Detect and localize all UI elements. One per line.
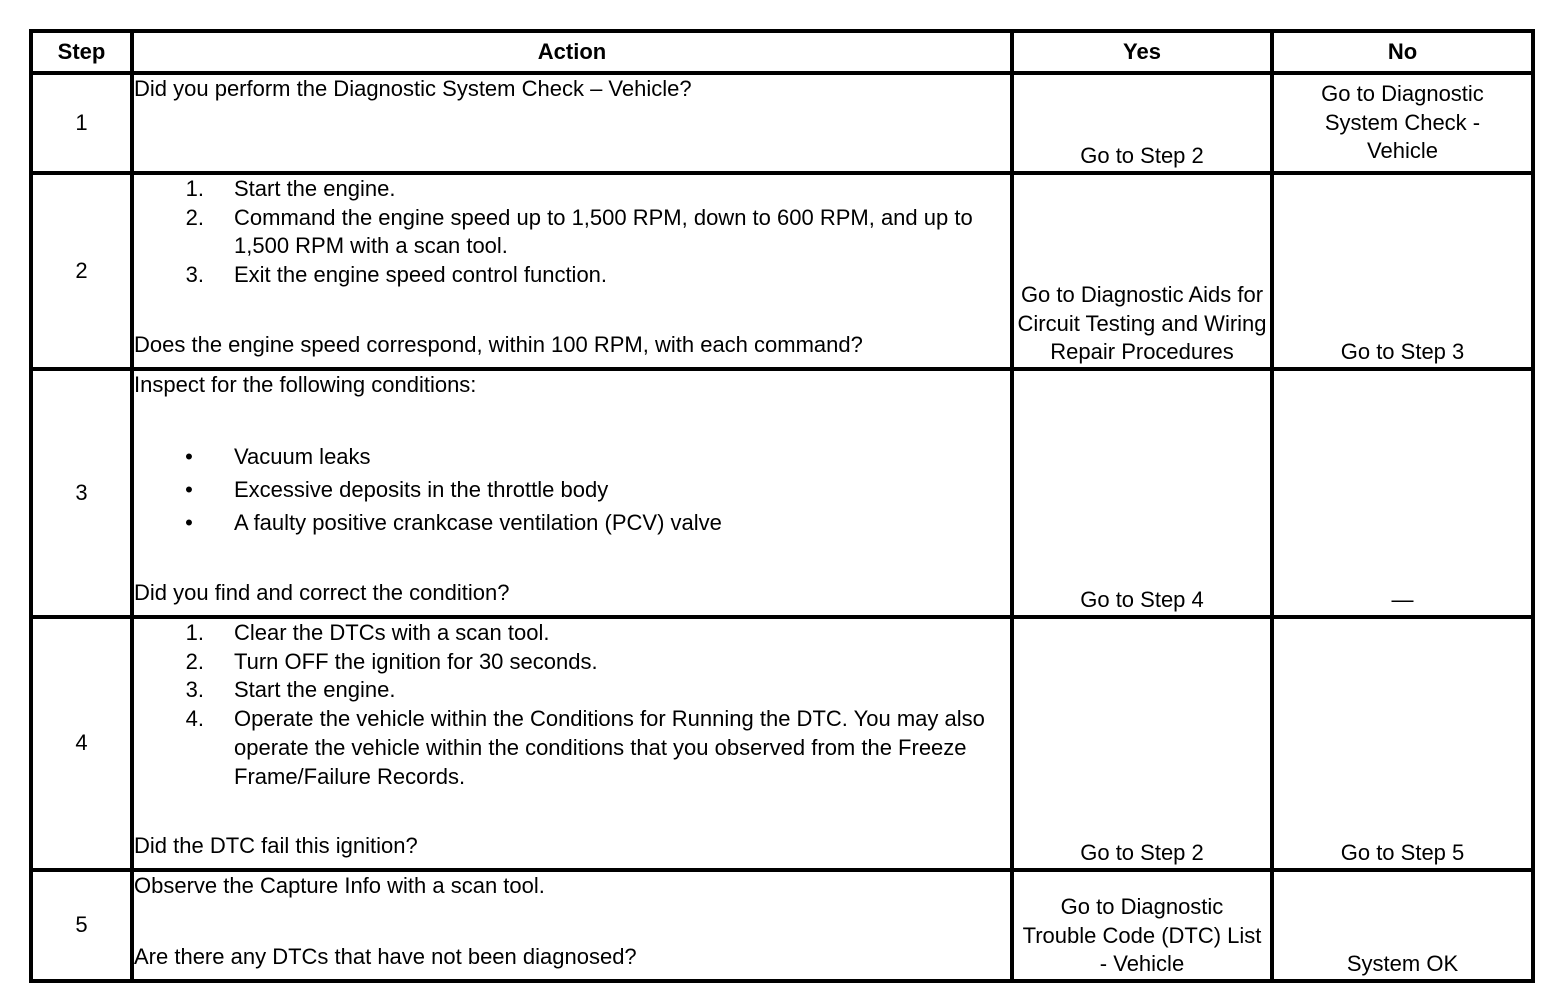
yes-cell: Go to Step 2 [1012, 73, 1272, 173]
action-question: Are there any DTCs that have not been diagnosed? [134, 944, 637, 970]
list-item: 2. Command the engine speed up to 1,500 RPM, down to 600 RPM, and up to 1,500 RPM with a scan tool. [185, 204, 973, 259]
list-item: 3. Exit the engine speed control function. [185, 262, 608, 288]
step-number: 5 [31, 870, 132, 981]
list-item: 1. Start the engine. [185, 176, 396, 201]
list-item: 4. Operate the vehicle within the Conditions for Running the DTC. You may also operate the vehicle within the conditions that you observed from the Freeze Frame/Failure Records. [185, 706, 985, 789]
list-item: • A faulty positive crankcase ventilation (PCV) valve [134, 506, 1010, 539]
header-yes: Yes [1012, 31, 1272, 73]
action-steps-list [134, 619, 1010, 791]
no-cell [1272, 73, 1533, 173]
action-cell [132, 369, 1012, 617]
action-question: Did you perform the Diagnostic System Check – Vehicle? [134, 76, 692, 101]
no-cell: — [1272, 369, 1533, 617]
action-intro: Observe the Capture Info with a scan tool. [134, 873, 545, 898]
action-cell [132, 617, 1012, 870]
action-intro: Inspect for the following conditions: [134, 372, 477, 397]
table-row-step-3 [31, 369, 1533, 617]
action-cell [132, 870, 1012, 981]
header-action: Action [132, 31, 1012, 73]
conditions-bullet-list [134, 440, 1010, 539]
table-row-step-1 [31, 73, 1533, 173]
action-question: Does the engine speed correspond, within 100 RPM, with each command? [134, 332, 863, 358]
list-item: • Excessive deposits in the throttle body [134, 473, 1010, 506]
diagnostic-table [29, 29, 1535, 983]
list-item: • Vacuum leaks [134, 440, 1010, 473]
header-step: Step [31, 31, 132, 73]
table-row-step-4 [31, 617, 1533, 870]
bullet-icon: • [185, 510, 193, 535]
list-item: 1. Clear the DTCs with a scan tool. [185, 620, 550, 645]
step-number: 4 [31, 617, 132, 870]
step-number: 3 [31, 369, 132, 617]
yes-cell: Go to Diagnostic Aids for Circuit Testing and Wiring Repair Procedures [1012, 173, 1272, 369]
action-steps-list [134, 175, 1010, 290]
list-item: 3. Start the engine. [185, 677, 396, 703]
no-cell: System OK [1272, 870, 1533, 981]
table-row-step-2 [31, 173, 1533, 369]
table-row-step-5 [31, 870, 1533, 981]
action-cell [132, 173, 1012, 369]
action-question: Did the DTC fail this ignition? [134, 833, 418, 859]
yes-cell: Go to Step 4 [1012, 369, 1272, 617]
header-row [31, 31, 1533, 73]
yes-cell: Go to Step 2 [1012, 617, 1272, 870]
no-cell: Go to Step 5 [1272, 617, 1533, 870]
step-number: 2 [31, 173, 132, 369]
action-cell [132, 73, 1012, 173]
bullet-icon: • [185, 444, 193, 469]
yes-text: Go to Diagnostic Trouble Code (DTC) List - Vehicle [1022, 893, 1262, 977]
list-item: 2. Turn OFF the ignition for 30 seconds. [185, 648, 598, 674]
step-number: 1 [31, 73, 132, 173]
bullet-icon: • [185, 477, 193, 502]
yes-cell [1012, 870, 1272, 981]
header-no: No [1272, 31, 1533, 73]
action-question: Did you find and correct the condition? [134, 580, 510, 606]
no-cell: Go to Step 3 [1272, 173, 1533, 369]
no-text: Go to Diagnostic System Check - Vehicle [1321, 81, 1484, 164]
